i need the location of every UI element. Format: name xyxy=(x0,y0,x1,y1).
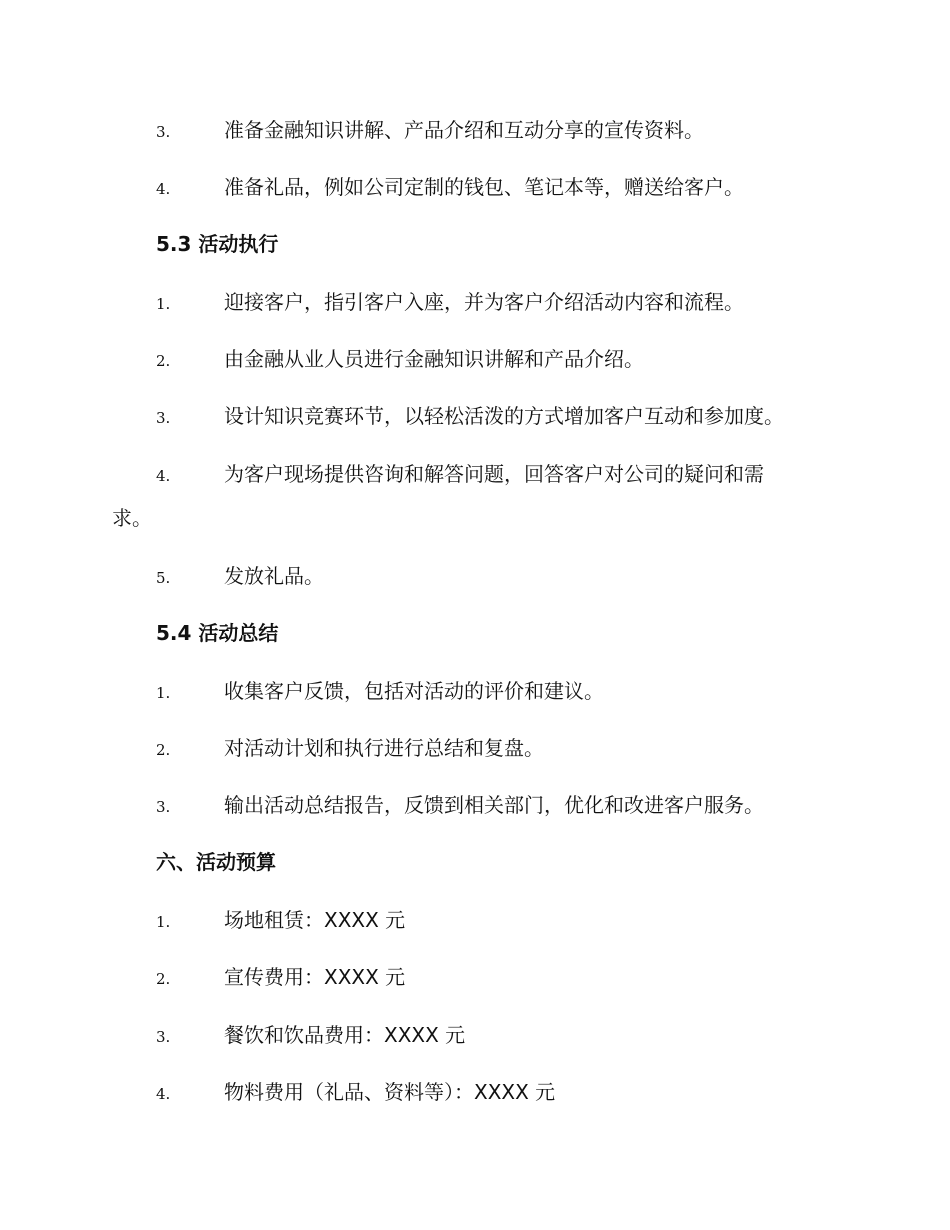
list-number: 1. xyxy=(156,913,171,931)
list-number: 2. xyxy=(156,352,171,370)
list-text: 场地租赁：XXXX 元 xyxy=(224,908,406,932)
list-number: 5. xyxy=(156,569,171,587)
list-text: 对活动计划和执行进行总结和复盘。 xyxy=(224,736,544,760)
list-number: 3. xyxy=(156,798,171,816)
list-number: 1. xyxy=(156,684,171,702)
list-number: 3. xyxy=(156,123,171,141)
list-number: 4. xyxy=(156,1085,171,1103)
list-text: 准备礼品，例如公司定制的钱包、笔记本等，赠送给客户。 xyxy=(224,175,744,199)
list-number: 3. xyxy=(156,1028,171,1046)
list-number: 4. xyxy=(156,467,171,485)
list-number: 1. xyxy=(156,295,171,313)
list-text: 发放礼品。 xyxy=(224,564,324,588)
list-number: 3. xyxy=(156,409,171,427)
list-text: 收集客户反馈，包括对活动的评价和建议。 xyxy=(224,679,604,703)
list-text: 准备金融知识讲解、产品介绍和互动分享的宣传资料。 xyxy=(224,118,704,142)
list-number: 4. xyxy=(156,180,171,198)
list-text: 餐饮和饮品费用：XXXX 元 xyxy=(224,1023,466,1047)
list-number: 2. xyxy=(156,970,171,988)
list-text-continuation: 求。 xyxy=(112,506,152,530)
list-number: 2. xyxy=(156,741,171,759)
list-text: 设计知识竞赛环节，以轻松活泼的方式增加客户互动和参加度。 xyxy=(224,404,784,428)
list-text: 物料费用（礼品、资料等）：XXXX 元 xyxy=(224,1080,556,1104)
section-heading: 5.3 活动执行 xyxy=(156,232,279,256)
list-text: 输出活动总结报告，反馈到相关部门，优化和改进客户服务。 xyxy=(224,793,764,817)
list-text: 宣传费用：XXXX 元 xyxy=(224,965,406,989)
section-heading: 六、活动预算 xyxy=(156,850,276,874)
list-text: 迎接客户，指引客户入座，并为客户介绍活动内容和流程。 xyxy=(224,290,744,314)
section-heading: 5.4 活动总结 xyxy=(156,621,279,645)
list-text: 为客户现场提供咨询和解答问题，回答客户对公司的疑问和需 xyxy=(224,462,764,486)
list-text: 由金融从业人员进行金融知识讲解和产品介绍。 xyxy=(224,347,644,371)
